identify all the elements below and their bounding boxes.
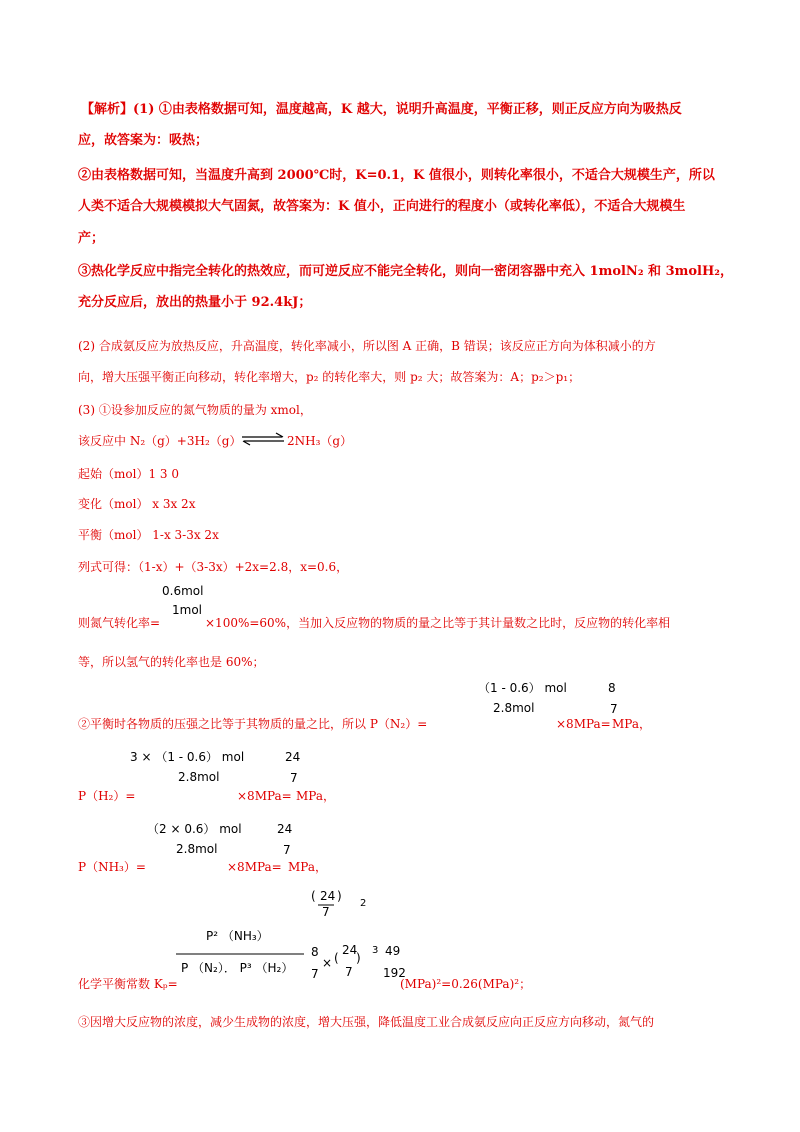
ph2-result-numerator: 24 xyxy=(285,750,301,764)
line-21b: ×8MPa= xyxy=(227,860,282,874)
kp-left-numerator: 8 xyxy=(311,945,319,959)
pn2-denominator: 2.8mol xyxy=(493,701,535,715)
kp-top-paren-close: ) xyxy=(337,889,342,903)
kp-top-fraction-numerator: 24 xyxy=(320,889,336,903)
ph2-result-denominator: 7 xyxy=(290,771,298,785)
kp-mid-exponent: 3 xyxy=(372,945,379,956)
line-14: 平衡（mol） 1-x 3-3x 2x xyxy=(78,528,219,542)
line-11b: 2NH₃（g） xyxy=(287,434,353,448)
line-18: 等，所以氢气的转化率也是 60%； xyxy=(78,655,265,669)
line-20: P（H₂）= xyxy=(78,789,136,803)
kp-top-fraction-denominator: 7 xyxy=(322,905,330,919)
kp-times: × xyxy=(322,956,333,970)
line-12: 起始（mol）1 3 0 xyxy=(78,467,179,481)
line-23: ③因增大反应物的浓度，减少生成物的浓度，增大压强，降低温度工业合成氨反应向正反应方向移动，氮气的 xyxy=(78,1015,655,1029)
line-11a: 该反应中 N₂（g）+3H₂（g） xyxy=(78,434,242,448)
kp-left-denominator: 7 xyxy=(311,967,319,981)
line-1: 【解析】(1) ①由表格数据可知，温度越高，K 越大，说明升高温度，平衡正移，则正反应方向为吸热反 xyxy=(81,102,682,117)
kp-mid-denominator: 7 xyxy=(345,965,353,979)
kp-main-denominator: P （N₂）． P³ （H₂） xyxy=(181,961,294,975)
line-15: 列式可得：（1-x）+（3-3x）+2x=2.8，x=0.6， xyxy=(78,560,349,574)
line-22: 化学平衡常数 Kₚ= xyxy=(78,977,178,991)
line-19b: ×8MPa= xyxy=(556,717,611,731)
pn2-numerator: （1 - 0.6） mol xyxy=(478,681,567,695)
line-19: ②平衡时各物质的压强之比等于其物质的量之比，所以 P（N₂）= xyxy=(78,717,428,731)
line-10: (3) ①设参加反应的氮气物质的量为 xmol， xyxy=(78,403,312,417)
kp-mid-paren-close: ) xyxy=(356,951,361,965)
line-7: 充分反应后，放出的热量小于 92.4kJ； xyxy=(78,295,312,310)
line-9: 向，增大压强平衡正向移动，转化率增大，p₂ 的转化率大，则 p₂ 大；故答案为：A；p₂＞p₁； xyxy=(78,370,581,384)
kp-top-paren-open: ( xyxy=(311,889,316,903)
line-17b: ×100%=60%，当加入反应物的物质的量之比等于其计量数之比时，反应物的转化率相 xyxy=(205,616,671,630)
conversion-numerator: 0.6mol xyxy=(162,584,204,598)
line-4: 人类不适合大规模模拟大气固氮，故答案为：K 值小，正向进行的程度小（或转化率低），不适合大规模生 xyxy=(78,199,686,214)
line-3: ②由表格数据可知，当温度升高到 2000℃时，K=0.1，K 值很小，则转化率很小，不适合大规模生产，所以 xyxy=(78,168,715,183)
kp-result-numerator: 49 xyxy=(385,944,401,958)
line-20c: MPa， xyxy=(296,789,335,803)
kp-mid-numerator: 24 xyxy=(342,943,358,957)
line-19c: MPa， xyxy=(612,717,651,731)
equilibrium-arrow-icon xyxy=(240,432,286,446)
kp-mid-paren-open: ( xyxy=(334,951,339,965)
line-2: 应，故答案为：吸热； xyxy=(78,133,209,148)
line-20b: ×8MPa= xyxy=(237,789,292,803)
pn2-result-numerator: 8 xyxy=(608,681,616,695)
line-21: P（NH₃）= xyxy=(78,860,146,874)
pnh3-denominator: 2.8mol xyxy=(176,842,218,856)
line-5: 产； xyxy=(78,231,105,246)
pnh3-numerator: （2 × 0.6） mol xyxy=(147,822,242,836)
line-22b: (MPa)²=0.26(MPa)²； xyxy=(400,977,532,991)
pn2-result-denominator: 7 xyxy=(610,702,618,716)
line-17: 则氮气转化率= xyxy=(78,616,161,630)
kp-main-numerator: P² （NH₃） xyxy=(206,929,269,943)
kp-result-denominator: 192 xyxy=(383,966,406,980)
line-8: (2) 合成氨反应为放热反应，升高温度，转化率减小，所以图 A 正确，B 错误；该反应正方向为体积减小的方 xyxy=(78,339,656,353)
ph2-denominator: 2.8mol xyxy=(178,770,220,784)
kp-top-exponent: 2 xyxy=(360,898,367,909)
line-21c: MPa， xyxy=(288,860,327,874)
kp-main-fraction-bar xyxy=(176,952,306,956)
ph2-numerator: 3 × （1 - 0.6） mol xyxy=(130,750,245,764)
line-13: 变化（mol） x 3x 2x xyxy=(78,497,196,511)
line-6: ③热化学反应中指完全转化的热效应，而可逆反应不能完全转化，则向一密闭容器中充入 1molN₂ 和 3molH₂， xyxy=(78,264,733,279)
conversion-denominator: 1mol xyxy=(172,603,202,617)
pnh3-result-numerator: 24 xyxy=(277,822,293,836)
pnh3-result-denominator: 7 xyxy=(283,843,291,857)
